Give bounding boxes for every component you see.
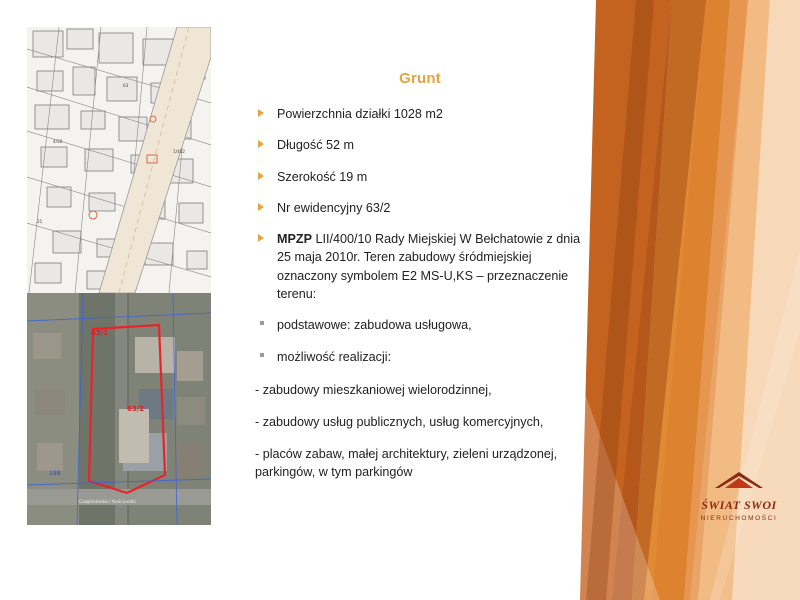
- sub-bullet-item: [255, 316, 585, 334]
- aerial-photo-svg: [27, 293, 211, 525]
- bullet-item: [255, 199, 585, 217]
- triangle-bullet-icon: [258, 109, 264, 117]
- bullet-text: Powierzchnia działki 1028 m2: [277, 107, 443, 121]
- square-bullet-icon: [260, 353, 264, 357]
- svg-text:63: 63: [123, 83, 129, 88]
- mpzp-label: MPZP: [277, 232, 312, 246]
- aerial-photo-image: [27, 293, 211, 525]
- logo-subtitle: NIERUCHOMOŚCI: [700, 515, 778, 522]
- parcel-label-63-2: 63/2: [127, 405, 145, 413]
- street-label: Czapliniecka / Kościuszki: [79, 500, 136, 505]
- parcel-label-198: 198: [49, 470, 61, 477]
- cadastral-map-svg: [27, 27, 211, 293]
- bullet-item: [255, 168, 585, 186]
- sub-bullet-text: podstawowe: zabudowa usługowa,: [277, 318, 472, 332]
- slide-content: [255, 70, 585, 496]
- triangle-bullet-icon: [258, 172, 264, 180]
- mpzp-text: LII/400/10 Rady Miejskiej W Bełchatowie z dnia 25 maja 2010r. Teren zabudowy śródmiejskiej oznaczony symbolem E2 MS-U,KS – przeznaczenie terenu:: [277, 232, 581, 301]
- triangle-bullet-icon: [258, 203, 264, 211]
- bullet-list: [255, 105, 585, 303]
- cadastral-map-image: [27, 27, 211, 293]
- bullet-item: [255, 105, 585, 123]
- bullet-item-mpzp: [255, 230, 585, 303]
- company-logo: [693, 470, 785, 520]
- svg-text:21: 21: [37, 219, 43, 224]
- dash-line: - placów zabaw, małej architektury, zieleni urządzonej, parkingów, w tym parkingów: [255, 447, 558, 480]
- parcel-label-63-1: 63/1: [91, 329, 109, 337]
- svg-text:4/20: 4/20: [53, 139, 63, 144]
- dash-line: - zabudowy usług publicznych, usług komercyjnych,: [255, 414, 544, 429]
- sub-bullet-list: [255, 316, 585, 367]
- bullet-text: Nr ewidencyjny 63/2: [277, 200, 391, 215]
- roof-house-icon: [693, 470, 785, 492]
- square-bullet-icon: [260, 321, 264, 325]
- bullet-item: [255, 136, 585, 154]
- svg-text:1/402: 1/402: [173, 149, 186, 154]
- triangle-bullet-icon: [258, 234, 264, 242]
- dash-line: - zabudowy mieszkaniowej wielorodzinnej,: [255, 382, 492, 397]
- page-title: Grunt: [399, 70, 441, 87]
- logo-name: ŚWIAT SWOI: [701, 498, 777, 512]
- triangle-bullet-icon: [258, 140, 264, 148]
- sub-bullet-item: [255, 348, 585, 366]
- sub-bullet-text: możliwość realizacji:: [277, 350, 392, 365]
- bullet-text: Długość 52 m: [277, 138, 354, 153]
- bullet-text: Szerokość 19 m: [277, 169, 368, 184]
